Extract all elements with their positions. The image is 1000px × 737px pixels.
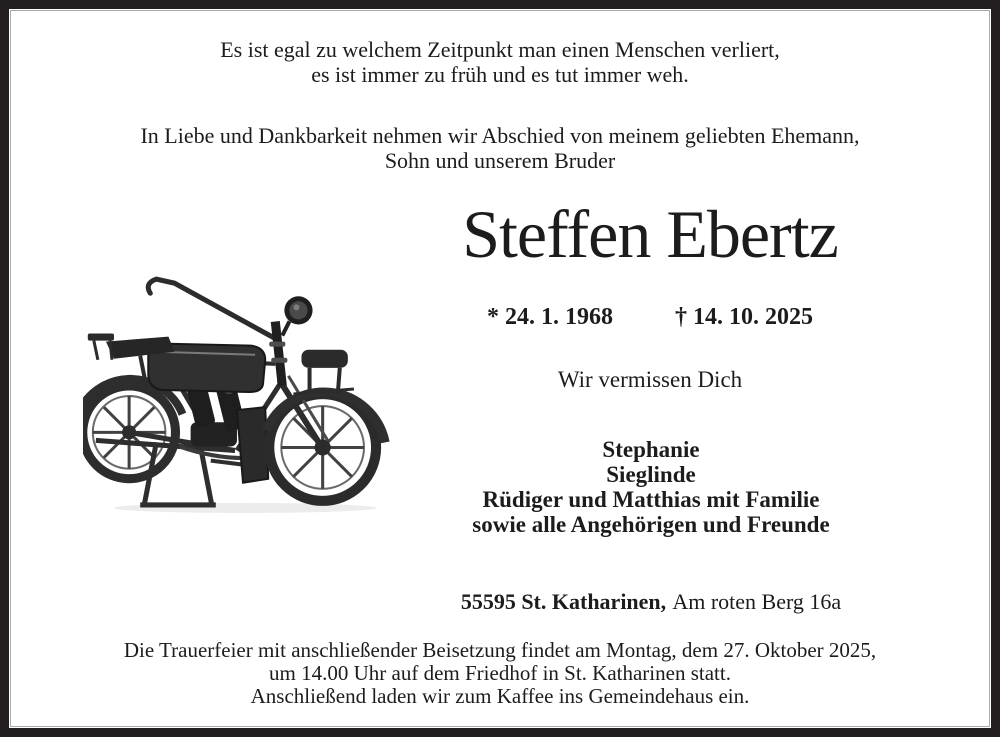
pillion-backrest xyxy=(293,350,353,394)
handlebar xyxy=(148,279,277,339)
address-city: 55595 St. Katharinen, xyxy=(460,589,667,614)
mourner-line: Sieglinde xyxy=(606,462,696,487)
intro-line-2: Sohn und unserem Bruder xyxy=(384,148,616,173)
funeral-line-1: Die Trauerfeier mit anschließender Beisetzung findet am Montag, dem 27. Oktober 2025, xyxy=(123,638,877,662)
opening-quote xyxy=(9,37,991,87)
intro-line-1: In Liebe und Dankbarkeit nehmen wir Abschied von meinem geliebten Ehemann, xyxy=(140,123,860,148)
funeral-info xyxy=(9,639,991,708)
address-line xyxy=(381,589,921,615)
birth-date: * 24. 1. 1968 xyxy=(487,304,613,330)
farewell-text: Wir vermissen Dich xyxy=(557,367,743,392)
mourners-list xyxy=(391,437,911,537)
mourner-line: sowie alle Angehörigen und Freunde xyxy=(472,512,830,537)
address-street: Am roten Berg 16a xyxy=(672,589,842,614)
mud-flap xyxy=(237,407,268,483)
footboard xyxy=(211,461,243,465)
quote-line-1: Es ist egal zu welchem Zeitpunkt man einen Menschen verliert, xyxy=(220,37,780,62)
motorcycle-illustration xyxy=(83,263,397,515)
funeral-line-3: Anschließend laden wir zum Kaffee ins Gemeindehaus ein. xyxy=(250,684,750,708)
funeral-line-2: um 14.00 Uhr auf dem Friedhof in St. Katharinen statt. xyxy=(269,661,731,685)
death-date: † 14. 10. 2025 xyxy=(675,304,813,330)
quote-line-2: es ist immer zu früh und es tut immer weh. xyxy=(311,62,689,87)
mourner-line: Stephanie xyxy=(602,437,700,462)
headlamp xyxy=(282,296,312,335)
motorcycle-photo xyxy=(83,263,397,515)
life-dates xyxy=(409,304,891,331)
mourner-line: Rüdiger und Matthias mit Familie xyxy=(482,487,820,512)
intro-text xyxy=(9,123,991,173)
deceased-name: Steffen Ebertz xyxy=(462,196,838,272)
